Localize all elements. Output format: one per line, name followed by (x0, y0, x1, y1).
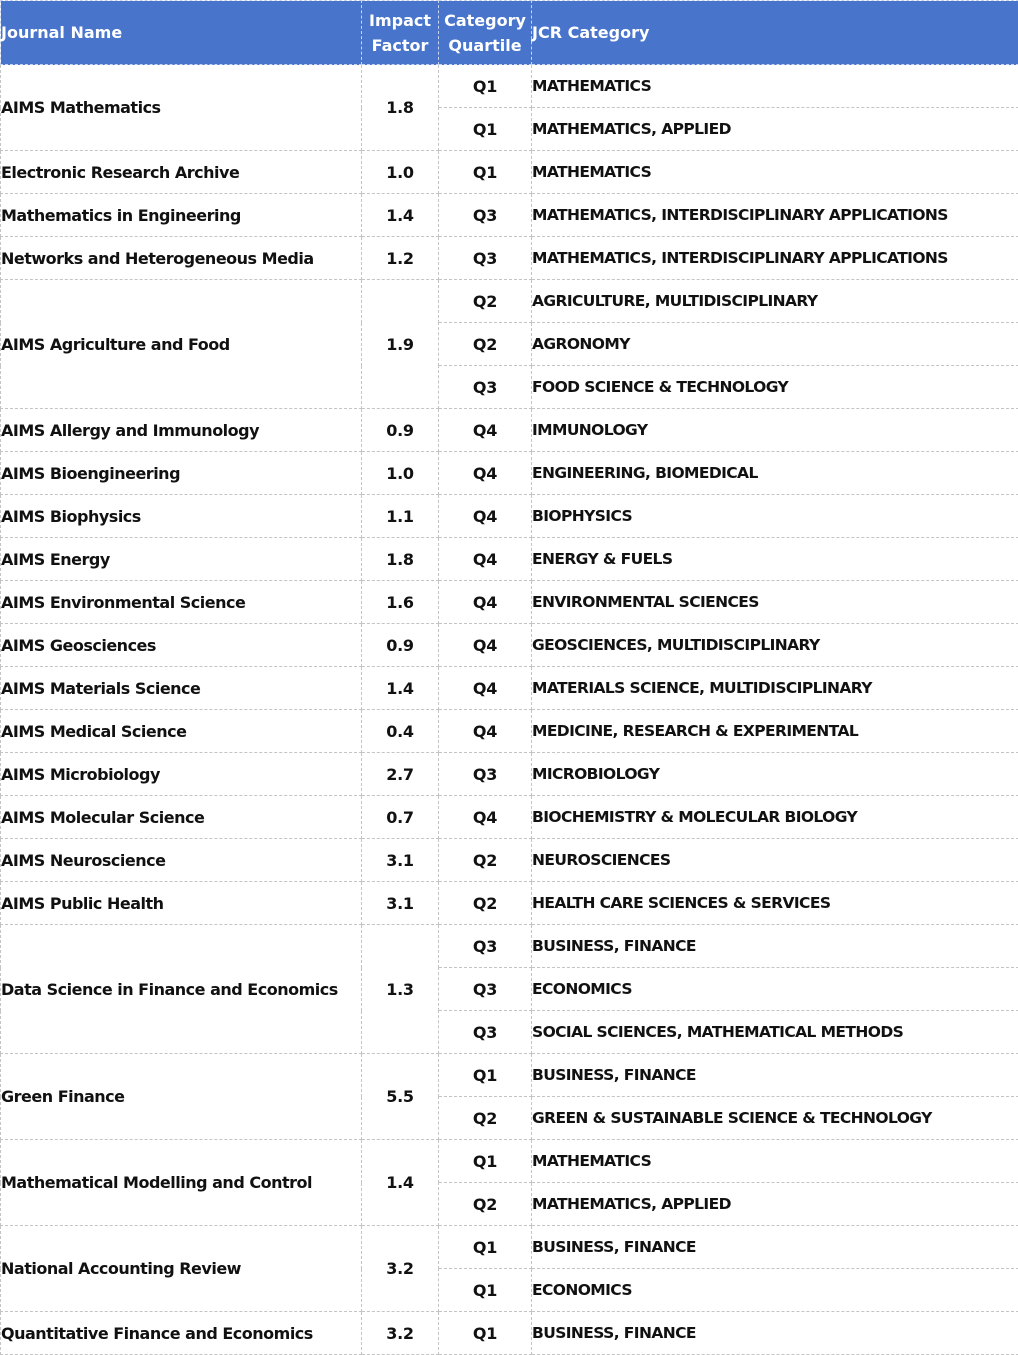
journal-name-cell: AIMS Materials Science (1, 667, 362, 710)
impact-factor-cell: 1.3 (362, 925, 439, 1054)
journal-name-cell: AIMS Geosciences (1, 624, 362, 667)
impact-factor-cell: 5.5 (362, 1054, 439, 1140)
quartile-cell: Q4 (439, 667, 532, 710)
jcr-category-cell: GREEN & SUSTAINABLE SCIENCE & TECHNOLOGY (532, 1097, 1018, 1140)
table-row (1, 667, 1018, 710)
quartile-cell: Q2 (439, 1183, 532, 1226)
quartile-cell: Q2 (439, 1097, 532, 1140)
quartile-cell: Q2 (439, 280, 532, 323)
quartile-cell: Q3 (439, 366, 532, 409)
impact-factor-cell: 1.8 (362, 65, 439, 151)
impact-factor-cell: 0.9 (362, 624, 439, 667)
jcr-category-cell: MATHEMATICS, APPLIED (532, 1183, 1018, 1226)
impact-factor-cell: 0.4 (362, 710, 439, 753)
quartile-cell: Q2 (439, 882, 532, 925)
journal-name-cell: Data Science in Finance and Economics (1, 925, 362, 1054)
journal-name-cell: Mathematical Modelling and Control (1, 1140, 362, 1226)
journal-name-cell: AIMS Mathematics (1, 65, 362, 151)
table-row (1, 237, 1018, 280)
impact-factor-cell: 3.1 (362, 882, 439, 925)
impact-factor-cell: 1.0 (362, 452, 439, 495)
header-quartile-line2: Quartile (448, 36, 521, 55)
journal-name-cell: AIMS Microbiology (1, 753, 362, 796)
jcr-category-cell: MEDICINE, RESEARCH & EXPERIMENTAL (532, 710, 1018, 753)
table-row (1, 495, 1018, 538)
table-body (1, 65, 1018, 1355)
table-row (1, 710, 1018, 753)
jcr-category-cell: AGRICULTURE, MULTIDISCIPLINARY (532, 280, 1018, 323)
quartile-cell: Q4 (439, 581, 532, 624)
quartile-cell: Q3 (439, 237, 532, 280)
impact-factor-cell: 1.4 (362, 194, 439, 237)
header-row (1, 1, 1018, 65)
table-row (1, 839, 1018, 882)
quartile-cell: Q1 (439, 1312, 532, 1355)
quartile-cell: Q1 (439, 65, 532, 108)
jcr-category-cell: ECONOMICS (532, 1269, 1018, 1312)
journal-name-cell: Quantitative Finance and Economics (1, 1312, 362, 1355)
impact-factor-cell: 1.0 (362, 151, 439, 194)
header-category-quartile (439, 1, 532, 65)
table-row (1, 452, 1018, 495)
journal-name-cell: Electronic Research Archive (1, 151, 362, 194)
quartile-cell: Q1 (439, 1269, 532, 1312)
jcr-category-cell: HEALTH CARE SCIENCES & SERVICES (532, 882, 1018, 925)
journal-name-cell: AIMS Environmental Science (1, 581, 362, 624)
quartile-cell: Q1 (439, 151, 532, 194)
jcr-category-cell: SOCIAL SCIENCES, MATHEMATICAL METHODS (532, 1011, 1018, 1054)
header-jcr-category: JCR Category (532, 1, 1018, 65)
quartile-cell: Q3 (439, 753, 532, 796)
jcr-category-cell: MATERIALS SCIENCE, MULTIDISCIPLINARY (532, 667, 1018, 710)
jcr-category-cell: NEUROSCIENCES (532, 839, 1018, 882)
table-row (1, 409, 1018, 452)
table-row (1, 581, 1018, 624)
journal-name-cell: National Accounting Review (1, 1226, 362, 1312)
jcr-category-cell: ECONOMICS (532, 968, 1018, 1011)
table-row (1, 624, 1018, 667)
journal-name-cell: AIMS Molecular Science (1, 796, 362, 839)
quartile-cell: Q3 (439, 1011, 532, 1054)
jcr-category-cell: MICROBIOLOGY (532, 753, 1018, 796)
header-quartile-line1: Category (444, 11, 526, 30)
jcr-category-cell: GEOSCIENCES, MULTIDISCIPLINARY (532, 624, 1018, 667)
impact-factor-cell: 1.6 (362, 581, 439, 624)
table-header (1, 1, 1018, 65)
jcr-category-cell: IMMUNOLOGY (532, 409, 1018, 452)
journal-name-cell: AIMS Agriculture and Food (1, 280, 362, 409)
table-row (1, 194, 1018, 237)
table-row (1, 1140, 1018, 1183)
jcr-category-cell: MATHEMATICS, INTERDISCIPLINARY APPLICATIONS (532, 237, 1018, 280)
quartile-cell: Q1 (439, 1226, 532, 1269)
jcr-category-cell: BIOPHYSICS (532, 495, 1018, 538)
impact-factor-cell: 3.1 (362, 839, 439, 882)
table-row (1, 280, 1018, 323)
quartile-cell: Q2 (439, 839, 532, 882)
jcr-category-cell: ENGINEERING, BIOMEDICAL (532, 452, 1018, 495)
quartile-cell: Q2 (439, 323, 532, 366)
impact-factor-cell: 0.7 (362, 796, 439, 839)
jcr-category-cell: BIOCHEMISTRY & MOLECULAR BIOLOGY (532, 796, 1018, 839)
jcr-category-cell: BUSINESS, FINANCE (532, 1226, 1018, 1269)
impact-factor-cell: 1.1 (362, 495, 439, 538)
jcr-category-cell: AGRONOMY (532, 323, 1018, 366)
jcr-category-cell: BUSINESS, FINANCE (532, 925, 1018, 968)
table-row (1, 796, 1018, 839)
journal-name-cell: Green Finance (1, 1054, 362, 1140)
journal-name-cell: AIMS Allergy and Immunology (1, 409, 362, 452)
table-row (1, 538, 1018, 581)
journal-name-cell: AIMS Neuroscience (1, 839, 362, 882)
impact-factor-cell: 3.2 (362, 1312, 439, 1355)
header-impact-factor (362, 1, 439, 65)
impact-factor-cell: 1.2 (362, 237, 439, 280)
impact-factor-cell: 2.7 (362, 753, 439, 796)
quartile-cell: Q1 (439, 1054, 532, 1097)
table-row (1, 1312, 1018, 1355)
journal-name-cell: AIMS Public Health (1, 882, 362, 925)
impact-factor-cell: 3.2 (362, 1226, 439, 1312)
jcr-category-cell: BUSINESS, FINANCE (532, 1312, 1018, 1355)
jcr-category-cell: MATHEMATICS (532, 151, 1018, 194)
table-row (1, 753, 1018, 796)
header-impact-line1: Impact (369, 11, 431, 30)
quartile-cell: Q4 (439, 409, 532, 452)
quartile-cell: Q3 (439, 925, 532, 968)
impact-factor-cell: 0.9 (362, 409, 439, 452)
journal-name-cell: AIMS Energy (1, 538, 362, 581)
journal-name-cell: AIMS Bioengineering (1, 452, 362, 495)
quartile-cell: Q1 (439, 108, 532, 151)
quartile-cell: Q3 (439, 194, 532, 237)
jcr-category-cell: ENERGY & FUELS (532, 538, 1018, 581)
jcr-category-cell: MATHEMATICS (532, 1140, 1018, 1183)
quartile-cell: Q4 (439, 710, 532, 753)
quartile-cell: Q4 (439, 495, 532, 538)
quartile-cell: Q4 (439, 624, 532, 667)
table-row (1, 882, 1018, 925)
jcr-category-cell: MATHEMATICS, APPLIED (532, 108, 1018, 151)
header-journal-name: Journal Name (1, 1, 362, 65)
journal-name-cell: Networks and Heterogeneous Media (1, 237, 362, 280)
journal-name-cell: AIMS Biophysics (1, 495, 362, 538)
quartile-cell: Q3 (439, 968, 532, 1011)
table-row (1, 925, 1018, 968)
header-impact-line2: Factor (372, 36, 429, 55)
table-row (1, 65, 1018, 108)
jcr-category-cell: MATHEMATICS, INTERDISCIPLINARY APPLICATIONS (532, 194, 1018, 237)
quartile-cell: Q4 (439, 452, 532, 495)
table-row (1, 1226, 1018, 1269)
quartile-cell: Q1 (439, 1140, 532, 1183)
jcr-category-cell: FOOD SCIENCE & TECHNOLOGY (532, 366, 1018, 409)
jcr-category-cell: MATHEMATICS (532, 65, 1018, 108)
impact-factor-cell: 1.4 (362, 667, 439, 710)
journal-name-cell: Mathematics in Engineering (1, 194, 362, 237)
quartile-cell: Q4 (439, 538, 532, 581)
jcr-category-cell: ENVIRONMENTAL SCIENCES (532, 581, 1018, 624)
jcr-category-cell: BUSINESS, FINANCE (532, 1054, 1018, 1097)
impact-factor-cell: 1.9 (362, 280, 439, 409)
table-row (1, 151, 1018, 194)
impact-factor-cell: 1.8 (362, 538, 439, 581)
journal-name-cell: AIMS Medical Science (1, 710, 362, 753)
impact-factor-cell: 1.4 (362, 1140, 439, 1226)
quartile-cell: Q4 (439, 796, 532, 839)
table-row (1, 1054, 1018, 1097)
